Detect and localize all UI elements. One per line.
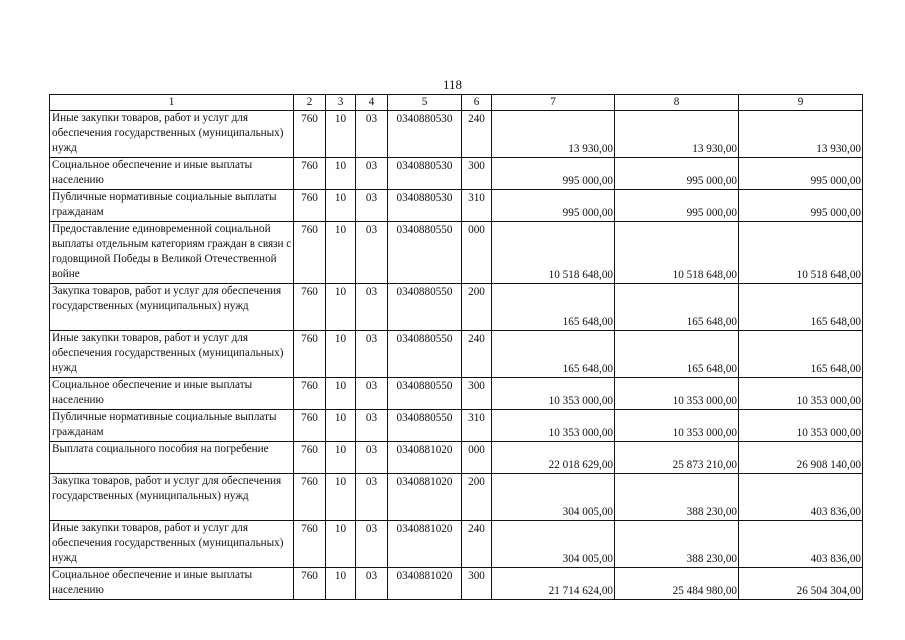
cell-col2: 760 (294, 568, 326, 600)
cell-col2: 760 (294, 442, 326, 474)
amount-col9: 26 504 304,00 (739, 568, 863, 600)
cell-col5: 0340880530 (388, 158, 462, 190)
cell-col2: 760 (294, 474, 326, 521)
cell-col2: 760 (294, 331, 326, 378)
cell-col3: 10 (326, 378, 356, 410)
cell-col2: 760 (294, 222, 326, 284)
amount-col7: 21 714 624,00 (492, 568, 615, 600)
amount-col8: 165 648,00 (615, 284, 739, 331)
cell-col5: 0340880550 (388, 378, 462, 410)
cell-col6: 200 (462, 284, 492, 331)
cell-col4: 03 (356, 474, 388, 521)
cell-col5: 0340880550 (388, 410, 462, 442)
row-name: Иные закупки товаров, работ и услуг для обеспечения государственных (муниципальных) нужд (50, 111, 294, 158)
amount-col8: 388 230,00 (615, 521, 739, 568)
amount-col7: 10 353 000,00 (492, 378, 615, 410)
table-row (50, 410, 863, 442)
cell-col6: 240 (462, 521, 492, 568)
cell-col6: 000 (462, 222, 492, 284)
cell-col3: 10 (326, 111, 356, 158)
table-row (50, 111, 863, 158)
cell-col4: 03 (356, 284, 388, 331)
amount-col8: 25 873 210,00 (615, 442, 739, 474)
table-row (50, 158, 863, 190)
amount-col9: 165 648,00 (739, 331, 863, 378)
cell-col6: 300 (462, 158, 492, 190)
table-row (50, 442, 863, 474)
table-row (50, 222, 863, 284)
header-cell: 6 (462, 95, 492, 111)
cell-col3: 10 (326, 331, 356, 378)
row-name: Социальное обеспечение и иные выплаты населению (50, 568, 294, 600)
table-row (50, 521, 863, 568)
cell-col6: 240 (462, 111, 492, 158)
cell-col3: 10 (326, 284, 356, 331)
cell-col3: 10 (326, 222, 356, 284)
header-cell: 4 (356, 95, 388, 111)
cell-col2: 760 (294, 521, 326, 568)
header-cell: 9 (739, 95, 863, 111)
cell-col2: 760 (294, 190, 326, 222)
amount-col8: 13 930,00 (615, 111, 739, 158)
header-cell: 8 (615, 95, 739, 111)
page-number: 118 (442, 77, 463, 92)
header-cell: 5 (388, 95, 462, 111)
row-name: Иные закупки товаров, работ и услуг для обеспечения государственных (муниципальных) нужд (50, 521, 294, 568)
header-cell: 1 (50, 95, 294, 111)
cell-col5: 0340880530 (388, 111, 462, 158)
amount-col7: 995 000,00 (492, 190, 615, 222)
cell-col3: 10 (326, 521, 356, 568)
cell-col5: 0340880530 (388, 190, 462, 222)
cell-col3: 10 (326, 568, 356, 600)
cell-col5: 0340881020 (388, 442, 462, 474)
cell-col3: 10 (326, 442, 356, 474)
amount-col9: 995 000,00 (739, 158, 863, 190)
amount-col9: 403 836,00 (739, 521, 863, 568)
cell-col5: 0340880550 (388, 284, 462, 331)
amount-col7: 995 000,00 (492, 158, 615, 190)
cell-col2: 760 (294, 410, 326, 442)
row-name: Выплата социального пособия на погребение (50, 442, 294, 474)
row-name: Закупка товаров, работ и услуг для обеспечения государственных (муниципальных) нужд (50, 474, 294, 521)
amount-col9: 10 353 000,00 (739, 410, 863, 442)
amount-col9: 10 518 648,00 (739, 222, 863, 284)
cell-col4: 03 (356, 111, 388, 158)
cell-col2: 760 (294, 284, 326, 331)
cell-col6: 310 (462, 190, 492, 222)
header-cell: 2 (294, 95, 326, 111)
cell-col6: 000 (462, 442, 492, 474)
row-name: Социальное обеспечение и иные выплаты населению (50, 158, 294, 190)
cell-col6: 240 (462, 331, 492, 378)
cell-col6: 300 (462, 568, 492, 600)
cell-col5: 0340881020 (388, 474, 462, 521)
cell-col4: 03 (356, 222, 388, 284)
cell-col4: 03 (356, 190, 388, 222)
table-row (50, 378, 863, 410)
amount-col7: 22 018 629,00 (492, 442, 615, 474)
table-row (50, 474, 863, 521)
cell-col3: 10 (326, 190, 356, 222)
amount-col8: 25 484 980,00 (615, 568, 739, 600)
row-name: Социальное обеспечение и иные выплаты населению (50, 378, 294, 410)
amount-col8: 995 000,00 (615, 190, 739, 222)
table-row (50, 331, 863, 378)
amount-col7: 13 930,00 (492, 111, 615, 158)
row-name: Публичные нормативные социальные выплаты гражданам (50, 190, 294, 222)
amount-col7: 304 005,00 (492, 474, 615, 521)
cell-col4: 03 (356, 568, 388, 600)
row-name: Закупка товаров, работ и услуг для обеспечения государственных (муниципальных) нужд (50, 284, 294, 331)
row-name: Иные закупки товаров, работ и услуг для обеспечения государственных (муниципальных) нужд (50, 331, 294, 378)
cell-col3: 10 (326, 158, 356, 190)
amount-col9: 13 930,00 (739, 111, 863, 158)
table-row (50, 284, 863, 331)
cell-col3: 10 (326, 474, 356, 521)
cell-col6: 300 (462, 378, 492, 410)
cell-col5: 0340880550 (388, 222, 462, 284)
cell-col5: 0340881020 (388, 521, 462, 568)
amount-col9: 403 836,00 (739, 474, 863, 521)
amount-col9: 165 648,00 (739, 284, 863, 331)
cell-col2: 760 (294, 378, 326, 410)
cell-col6: 200 (462, 474, 492, 521)
table-row (50, 190, 863, 222)
cell-col5: 0340881020 (388, 568, 462, 600)
header-row (50, 95, 863, 111)
cell-col2: 760 (294, 158, 326, 190)
cell-col3: 10 (326, 410, 356, 442)
amount-col8: 10 353 000,00 (615, 378, 739, 410)
cell-col4: 03 (356, 521, 388, 568)
cell-col2: 760 (294, 111, 326, 158)
amount-col8: 165 648,00 (615, 331, 739, 378)
cell-col5: 0340880550 (388, 331, 462, 378)
amount-col7: 165 648,00 (492, 284, 615, 331)
cell-col4: 03 (356, 442, 388, 474)
amount-col8: 10 518 648,00 (615, 222, 739, 284)
header-cell: 3 (326, 95, 356, 111)
amount-col7: 165 648,00 (492, 331, 615, 378)
cell-col4: 03 (356, 158, 388, 190)
amount-col7: 10 518 648,00 (492, 222, 615, 284)
amount-col8: 995 000,00 (615, 158, 739, 190)
amount-col9: 10 353 000,00 (739, 378, 863, 410)
cell-col6: 310 (462, 410, 492, 442)
header-cell: 7 (492, 95, 615, 111)
row-name: Публичные нормативные социальные выплаты гражданам (50, 410, 294, 442)
amount-col9: 26 908 140,00 (739, 442, 863, 474)
amount-col8: 10 353 000,00 (615, 410, 739, 442)
amount-col8: 388 230,00 (615, 474, 739, 521)
cell-col4: 03 (356, 410, 388, 442)
budget-table (49, 94, 863, 600)
cell-col4: 03 (356, 378, 388, 410)
cell-col4: 03 (356, 331, 388, 378)
table-row (50, 568, 863, 600)
amount-col7: 304 005,00 (492, 521, 615, 568)
amount-col9: 995 000,00 (739, 190, 863, 222)
amount-col7: 10 353 000,00 (492, 410, 615, 442)
row-name: Предоставление единовременной социальной выплаты отдельным категориям граждан в связи с годовщиной Победы в Великой Отечественной войне (50, 222, 294, 284)
